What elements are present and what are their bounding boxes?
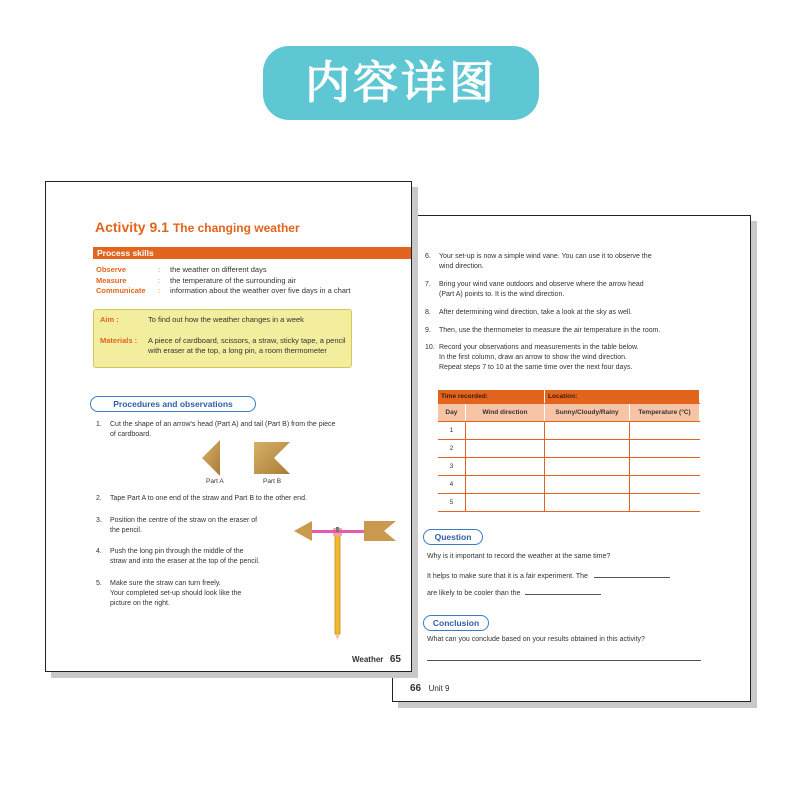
conclusion-text: What can you conclude based on your results obtained in this activity? xyxy=(427,636,645,643)
step-item xyxy=(425,326,725,336)
table-row xyxy=(438,476,700,494)
part-b-label: Part B xyxy=(263,478,282,485)
step-text-line: straw and into the eraser at the top of the pencil. xyxy=(110,558,260,565)
step-text-line: Your set-up is now a simple wind vane. You can use it to observe the xyxy=(439,253,652,260)
skill-colon: : xyxy=(158,276,161,285)
procedures-pill: Procedures and observations xyxy=(90,396,256,412)
step-number: 2. xyxy=(96,495,102,502)
weather-cell[interactable] xyxy=(545,440,630,458)
pencil-body xyxy=(335,534,340,634)
right-footer xyxy=(410,678,449,696)
step-text-line: Repeat steps 7 to 10 at the same time over the next four days. xyxy=(439,364,633,371)
step-text-line: (Part A) points to. It is the wind direction. xyxy=(439,291,565,298)
answer-blank-1[interactable] xyxy=(594,571,670,578)
skill-term: Communicate xyxy=(96,286,146,295)
pencil-tip xyxy=(335,634,340,640)
skill-text: the temperature of the surrounding air xyxy=(170,276,296,285)
answer-line-2-text: are likely to be cooler than the xyxy=(427,590,521,597)
pin xyxy=(336,527,339,532)
step-text-line: Then, use the thermometer to measure the air temperature in the room. xyxy=(439,327,661,334)
process-skills-heading: Process skills xyxy=(97,248,154,258)
skill-colon: : xyxy=(158,286,161,295)
step-item xyxy=(96,494,396,504)
step-text-line: After determining wind direction, take a look at the sky as well. xyxy=(439,309,632,316)
step-text-line: Bring your wind vane outdoors and observe where the arrow head xyxy=(439,281,644,288)
table-row xyxy=(438,458,700,476)
temperature-cell[interactable] xyxy=(630,440,700,458)
activity-number: Activity 9.1 xyxy=(95,219,169,235)
skill-term: Measure xyxy=(96,276,127,285)
step-text-line: In the first column, draw an arrow to show the wind direction. xyxy=(439,354,627,361)
wind-direction-cell[interactable] xyxy=(465,458,544,476)
conclusion-pill: Conclusion xyxy=(423,615,489,631)
part-a-shape xyxy=(202,440,220,476)
wind-vane-illustration xyxy=(292,518,398,640)
table-row xyxy=(438,422,700,440)
step-number: 1. xyxy=(96,421,102,428)
question-text: Why is it important to record the weather at the same time? xyxy=(427,553,611,560)
step-text-line: Cut the shape of an arrow's head (Part A) and tail (Part B) from the piece xyxy=(110,421,336,428)
step-text-line: picture on the right. xyxy=(110,600,170,607)
wind-direction-cell[interactable] xyxy=(465,440,544,458)
weather-cell[interactable] xyxy=(545,476,630,494)
step-text-line: Make sure the straw can turn freely. xyxy=(110,580,221,587)
step-text-line: Push the long pin through the middle of the xyxy=(110,548,244,555)
answer-line-1 xyxy=(427,571,670,580)
step-number: 4. xyxy=(96,548,102,555)
part-a-label: Part A xyxy=(206,478,224,485)
weather-cell[interactable] xyxy=(545,422,630,440)
day: 5 xyxy=(438,494,465,512)
step-item xyxy=(425,343,725,373)
step-number: 7. xyxy=(425,281,431,288)
table-row xyxy=(438,494,700,512)
location-header: Location: xyxy=(545,390,700,404)
col-weather: Sunny/Cloudy/Rainy xyxy=(545,404,630,422)
aim-box xyxy=(93,309,352,368)
step-text-line: the pencil. xyxy=(110,527,142,534)
day: 4 xyxy=(438,476,465,494)
left-footer-word: Weather xyxy=(352,655,384,664)
activity-subtitle: The changing weather xyxy=(172,221,300,235)
step-text-line: Your completed set-up should look like the xyxy=(110,590,242,597)
straw xyxy=(312,530,370,533)
temperature-cell[interactable] xyxy=(630,494,700,512)
conclusion-answer-line[interactable] xyxy=(427,660,701,661)
step-number: 6. xyxy=(425,253,431,260)
day: 1 xyxy=(438,422,465,440)
left-page xyxy=(45,181,412,672)
step-text-line: wind direction. xyxy=(439,263,484,270)
skill-colon: : xyxy=(158,265,161,274)
step-item xyxy=(425,280,725,300)
right-page xyxy=(389,215,751,702)
step-item xyxy=(425,308,725,318)
observation-table xyxy=(438,390,700,512)
answer-line-1-text: It helps to make sure that it is a fair experiment. The xyxy=(427,573,588,580)
day: 2 xyxy=(438,440,465,458)
step-text-line: Position the centre of the straw on the eraser of xyxy=(110,517,258,524)
question-pill: Question xyxy=(423,529,483,545)
skill-text: the weather on different days xyxy=(170,265,267,274)
wind-direction-cell[interactable] xyxy=(465,476,544,494)
aim-text: To find out how the weather changes in a week xyxy=(148,315,304,324)
temperature-cell[interactable] xyxy=(630,422,700,440)
materials-label: Materials : xyxy=(100,336,138,345)
answer-blank-2[interactable] xyxy=(525,588,601,595)
time-recorded-header: Time recorded: xyxy=(438,390,545,404)
col-day: Day xyxy=(438,404,465,422)
step-item xyxy=(425,252,725,272)
answer-line-2 xyxy=(427,588,601,597)
temperature-cell[interactable] xyxy=(630,458,700,476)
materials-line-2: with eraser at the top, a long pin, a room thermometer xyxy=(148,346,327,355)
right-page-number: 66 xyxy=(410,683,422,694)
vane-part-b xyxy=(364,521,396,541)
step-text-line: Record your observations and measurements in the table below. xyxy=(439,344,639,351)
page-banner: 内容详图 xyxy=(263,46,539,120)
vane-part-a xyxy=(294,521,312,541)
weather-cell[interactable] xyxy=(545,494,630,512)
temperature-cell[interactable] xyxy=(630,476,700,494)
left-footer xyxy=(352,649,401,667)
left-page-number: 65 xyxy=(389,654,401,665)
step-number: 3. xyxy=(96,517,102,524)
wind-direction-cell[interactable] xyxy=(465,422,544,440)
right-footer-unit: Unit 9 xyxy=(428,684,450,693)
skill-text: information about the weather over five days in a chart xyxy=(170,286,351,295)
aim-label: Aim : xyxy=(100,315,119,324)
step-number: 9. xyxy=(425,327,431,334)
wind-direction-cell[interactable] xyxy=(465,494,544,512)
weather-cell[interactable] xyxy=(545,458,630,476)
col-wind-direction: Wind direction xyxy=(465,404,544,422)
part-b-shape xyxy=(254,442,290,474)
step-text-line: of cardboard. xyxy=(110,431,152,438)
table-row xyxy=(438,440,700,458)
activity-title xyxy=(95,219,300,235)
observation-table-wrap xyxy=(438,390,700,512)
day: 3 xyxy=(438,458,465,476)
col-temperature: Temperature (°C) xyxy=(630,404,700,422)
materials-line-1: A piece of cardboard, scissors, a straw, sticky tape, a pencil xyxy=(148,336,346,345)
step-text-line: Tape Part A to one end of the straw and Part B to the other end. xyxy=(110,495,307,502)
process-skills-bar xyxy=(93,247,411,259)
skill-term: Observe xyxy=(96,265,127,274)
step-item xyxy=(96,420,396,440)
step-number: 8. xyxy=(425,309,431,316)
step-number: 10. xyxy=(425,344,435,351)
step-number: 5. xyxy=(96,580,102,587)
